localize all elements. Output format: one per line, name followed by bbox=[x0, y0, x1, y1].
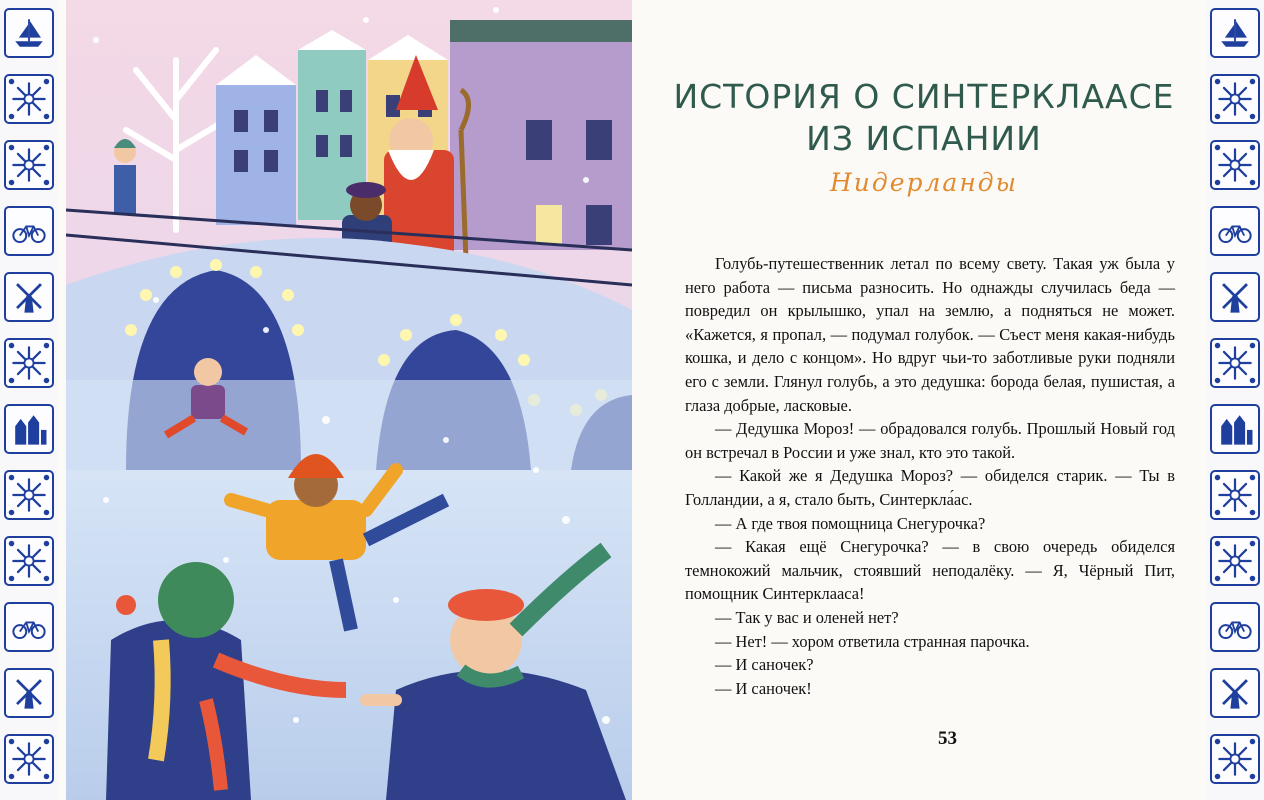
snowflake-tile bbox=[4, 74, 54, 124]
paragraph: — Так у вас и оленей нет? bbox=[715, 607, 899, 627]
snowflake-icon bbox=[6, 736, 52, 782]
story-subtitle: Нидерланды bbox=[829, 168, 1019, 197]
paragraph: — И саночек? bbox=[715, 655, 814, 675]
snowflake-icon bbox=[6, 538, 52, 584]
snowflake-icon bbox=[6, 472, 52, 518]
ship-tile bbox=[1210, 8, 1260, 58]
snowflake-icon bbox=[6, 142, 52, 188]
houses-tile bbox=[1210, 404, 1260, 454]
bicycle-tile bbox=[1210, 602, 1260, 652]
bicycle-tile bbox=[1210, 206, 1260, 256]
paragraph: — Нет! — хором ответила странная парочка. bbox=[715, 631, 1030, 651]
bicycle-icon bbox=[6, 208, 52, 254]
bicycle-icon bbox=[1212, 604, 1258, 650]
windmill-tile bbox=[4, 272, 54, 322]
windmill-icon bbox=[6, 274, 52, 320]
book-illustration bbox=[66, 0, 632, 800]
windmill-tile bbox=[4, 668, 54, 718]
snowflake-tile bbox=[1210, 536, 1260, 586]
windmill-icon bbox=[6, 670, 52, 716]
paragraph: — Какой же я Дедушка Мороз? — обиделся старик. — Ты в Голландии, а я, стало быть, Синтеркла́ас. bbox=[685, 466, 1175, 509]
houses-icon bbox=[6, 406, 52, 452]
winter-canal-scene bbox=[66, 0, 632, 800]
paragraph: — И саночек! bbox=[715, 678, 812, 698]
snowflake-icon bbox=[6, 340, 52, 386]
bicycle-tile bbox=[4, 602, 54, 652]
snowflake-icon bbox=[6, 76, 52, 122]
snowflake-icon bbox=[1212, 472, 1258, 518]
paragraph: — А где твоя помощница Снегурочка? bbox=[715, 513, 986, 533]
snowflake-tile bbox=[4, 338, 54, 388]
snowflake-tile bbox=[1210, 338, 1260, 388]
windmill-tile bbox=[1210, 272, 1260, 322]
snowflake-icon bbox=[1212, 340, 1258, 386]
ship-tile bbox=[4, 8, 54, 58]
houses-tile bbox=[4, 404, 54, 454]
decorative-tile-border-right bbox=[1206, 0, 1264, 800]
page-number: 53 bbox=[938, 728, 957, 749]
snowflake-tile bbox=[1210, 140, 1260, 190]
windmill-icon bbox=[1212, 670, 1258, 716]
snowflake-tile bbox=[4, 140, 54, 190]
windmill-tile bbox=[1210, 668, 1260, 718]
bicycle-tile bbox=[4, 206, 54, 256]
text-page bbox=[664, 0, 1184, 800]
snowflake-tile bbox=[1210, 734, 1260, 784]
snowflake-icon bbox=[1212, 142, 1258, 188]
bicycle-icon bbox=[1212, 208, 1258, 254]
ship-icon bbox=[6, 10, 52, 56]
snowflake-icon bbox=[1212, 736, 1258, 782]
paragraph: — Какая ещё Снегурочка? — в свою очередь обиделся темнокожий мальчик, стоявший неподалёку. — Я, Чёрный Пит, помощник Синтерклааса! bbox=[685, 537, 1175, 604]
snowflake-tile bbox=[4, 470, 54, 520]
snowflake-icon bbox=[1212, 76, 1258, 122]
paragraph: Голубь-путешественник летал по всему свету. Такая уж была у него работа — письма разносить. Но однажды случилась беда — повредил он крылышко, упал на землю, а подняться не может. «Кажется, я пропал, — подумал голубок. — Съест меня какая-нибудь кошка, и дело с концом». Но вдруг чьи-то заботливые руки подняли его с земли. Глянул голубь, а это дедушка: борода белая, пушистая, а глаза добрые, ласковые. bbox=[685, 254, 1175, 415]
snowflake-tile bbox=[4, 734, 54, 784]
paragraph: — Дедушка Мороз! — обрадовался голубь. Прошлый Новый год он встречал в России и уже знал, кто это такой. bbox=[685, 419, 1175, 462]
snowflake-tile bbox=[1210, 74, 1260, 124]
decorative-tile-border-left bbox=[0, 0, 58, 800]
snowflake-tile bbox=[1210, 470, 1260, 520]
ship-icon bbox=[1212, 10, 1258, 56]
windmill-icon bbox=[1212, 274, 1258, 320]
story-title-line-2: ИЗ ИСПАНИИ bbox=[806, 119, 1042, 158]
snowflake-tile bbox=[4, 536, 54, 586]
houses-icon bbox=[1212, 406, 1258, 452]
story-title-line-1: ИСТОРИЯ О СИНТЕРКЛААСЕ bbox=[673, 77, 1175, 116]
bicycle-icon bbox=[6, 604, 52, 650]
snowflake-icon bbox=[1212, 538, 1258, 584]
boy-on-bridge bbox=[114, 139, 136, 215]
story-body bbox=[685, 252, 1175, 700]
